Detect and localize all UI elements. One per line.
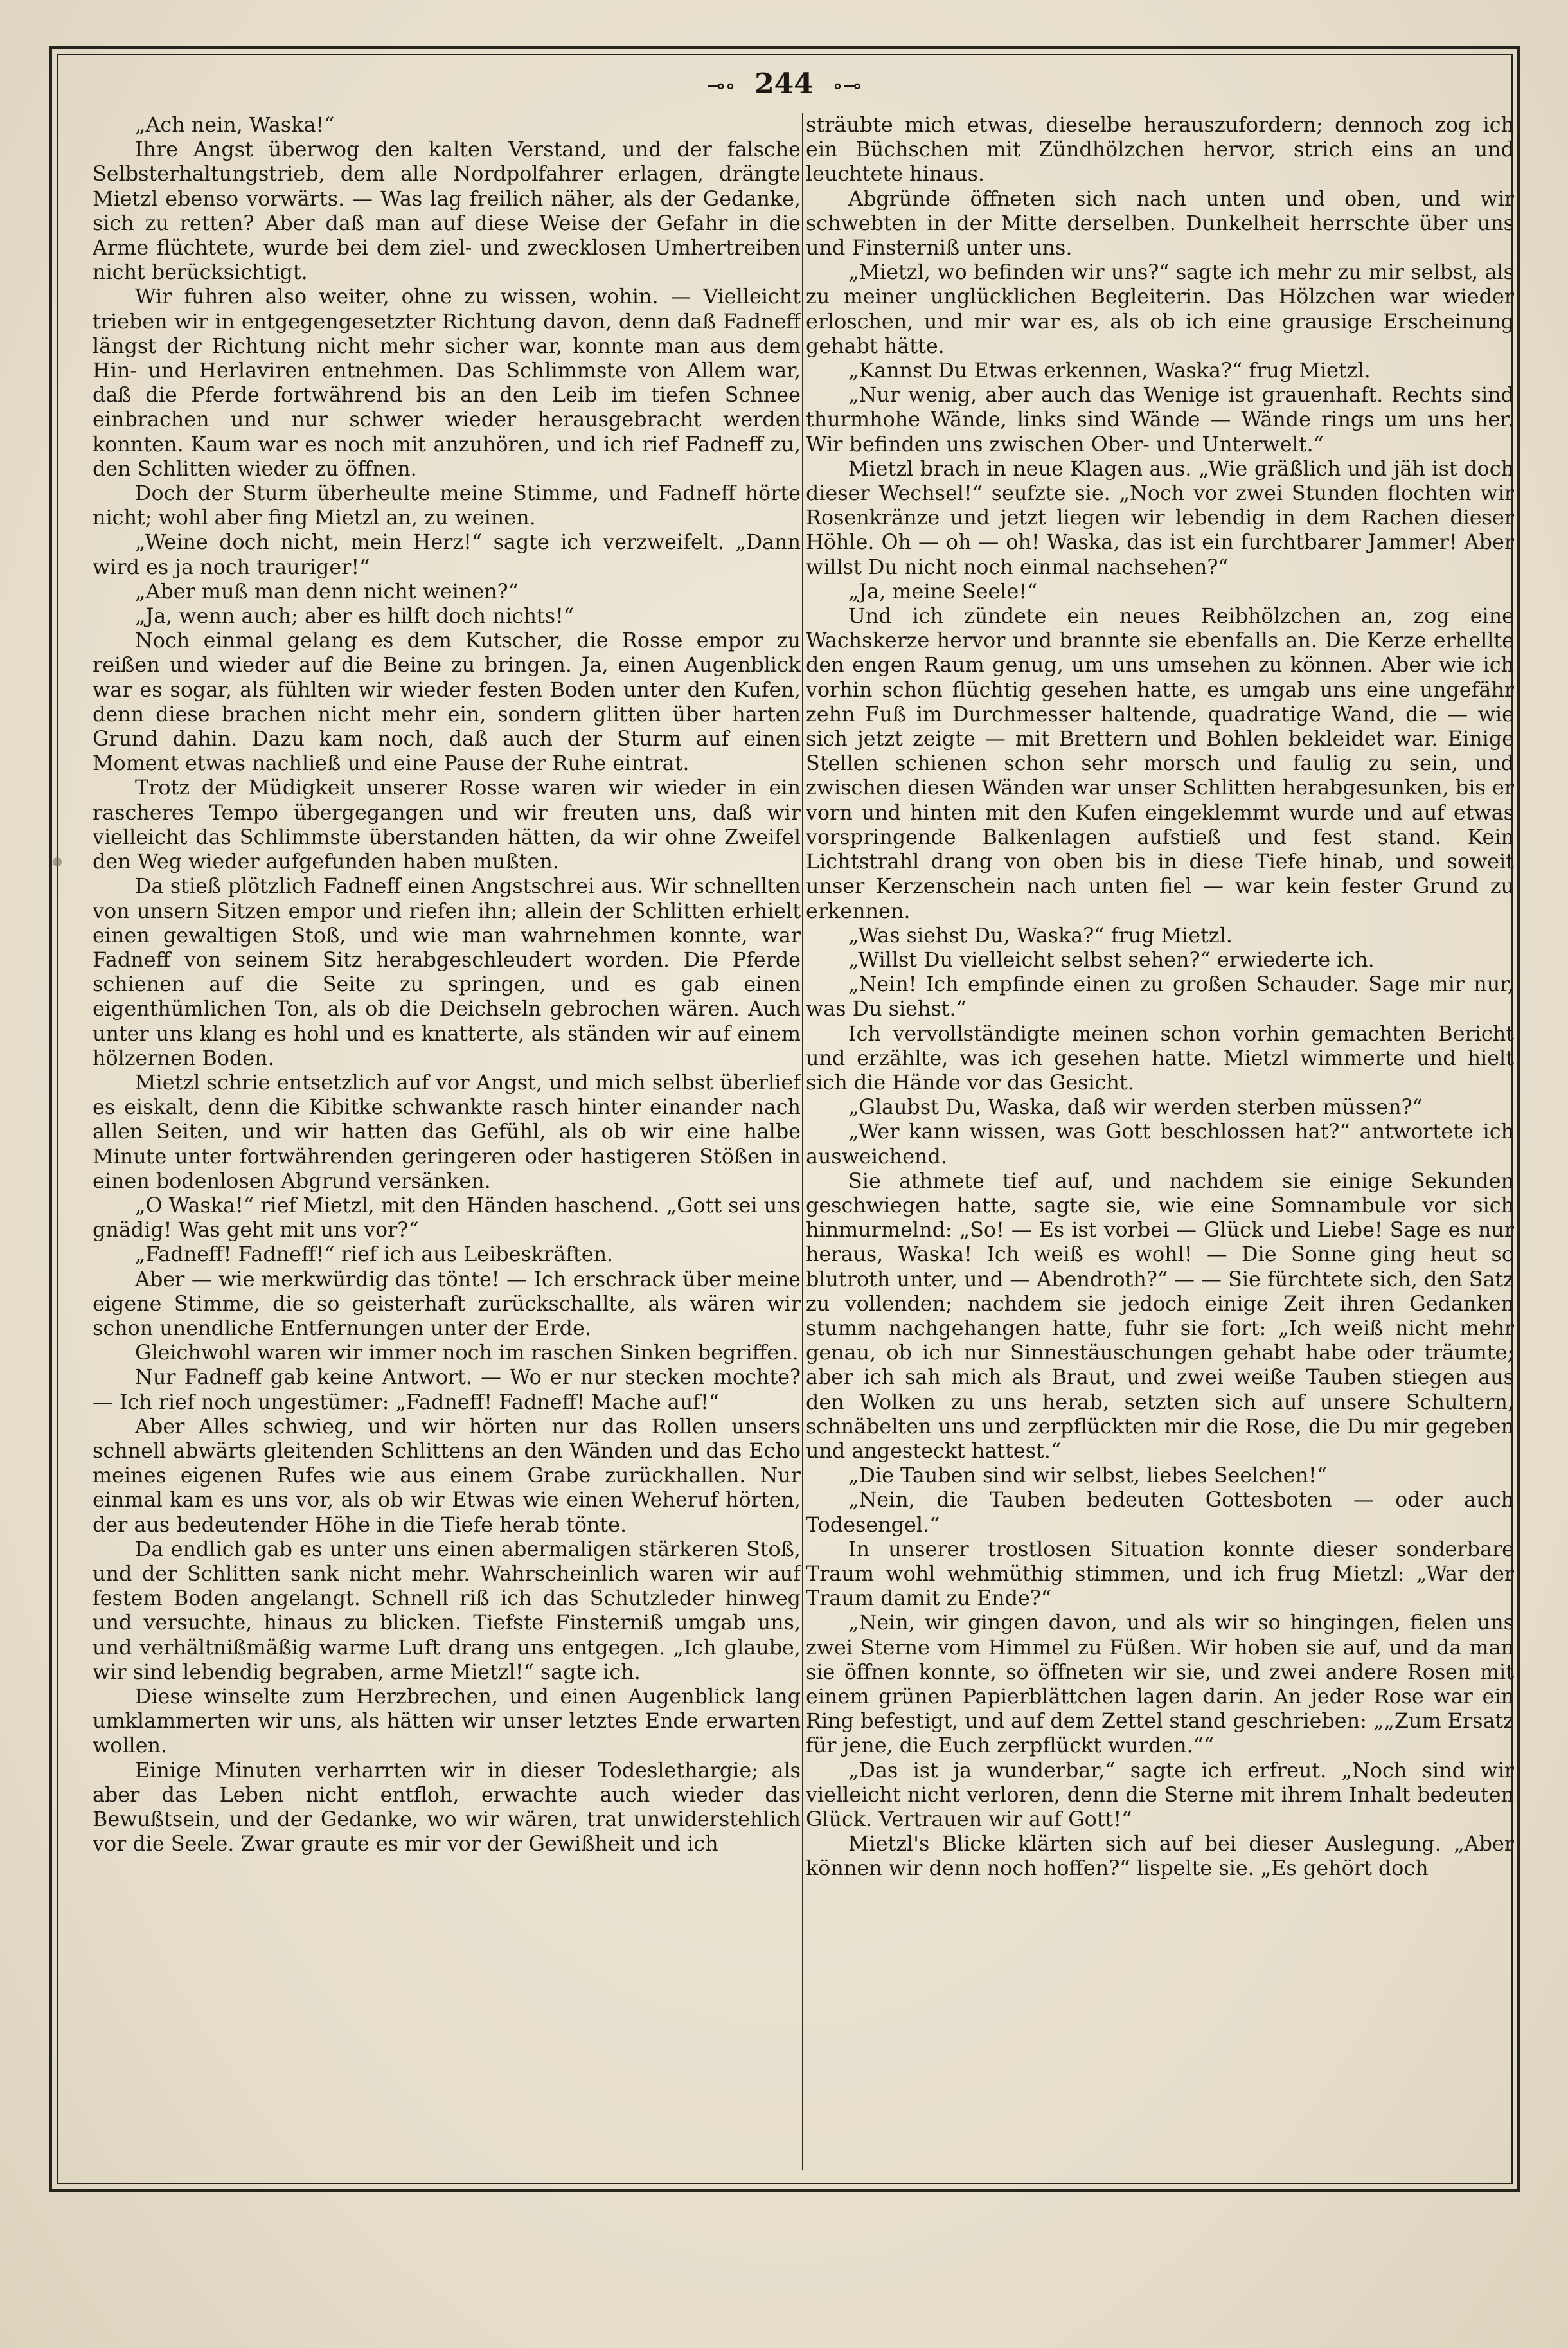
paragraph: „Nein! Ich empfinde einen zu großen Schauder. Sage mir nur, was Du siehst.“ xyxy=(806,972,1514,1021)
paragraph: In unserer trostlosen Situation konnte dieser sonderbare Traum wohl wehmüthig stimmen, und ich frug Mietzl: „War der Traum damit zu Ende?“ xyxy=(806,1537,1514,1611)
paragraph: „Was siehst Du, Waska?“ frug Mietzl. xyxy=(848,923,1233,947)
paragraph: Gleichwohl waren wir immer noch im raschen Sinken begriffen. xyxy=(135,1341,799,1365)
paragraph: Nur Fadneff gab keine Antwort. — Wo er nur stecken mochte? — Ich rief noch ungestümer: „Fadneff! Fadneff! Mache auf!“ xyxy=(93,1365,801,1414)
paragraph: „Das ist ja wunderbar,“ sagte ich erfreut. „Noch sind wir vielleicht nicht verloren, denn die Sterne mit ihrem Inhalt bedeuten Glück. Vertrauen wir auf Gott!“ xyxy=(806,1758,1514,1832)
paragraph: Diese winselte zum Herzbrechen, und einen Augenblick lang umklammerten wir uns, als hätten wir unser letztes Ende erwarten wollen. xyxy=(93,1685,801,1758)
paragraph: Da endlich gab es unter uns einen abermaligen stärkeren Stoß, und der Schlitten sank nicht mehr. Wahrscheinlich waren wir auf festem Boden angelangt. Schnell riß ich das Schutzleder hinweg und versuchte, hinaus zu blicken. Tiefste Finsterniß umgab uns, und verhältnißmäßig warme Luft drang uns entgegen. „Ich glaube, wir sind lebendig begraben, arme Mietzl!“ sagte ich. xyxy=(93,1537,801,1684)
paragraph: Noch einmal gelang es dem Kutscher, die Rosse empor zu reißen und wieder auf die Beine zu bringen. Ja, einen Augenblick war es sogar, als fühlten wir wieder festen Boden unter den Kufen, denn diese brachen nicht mehr ein, sondern glitten über harten Grund dahin. Dazu kam noch, daß auch der Sturm auf einen Moment etwas nachließ und eine Pause der Ruhe eintrat. xyxy=(93,629,801,776)
left-column xyxy=(93,113,801,2170)
paragraph: „Ja, wenn auch; aber es hilft doch nichts!“ xyxy=(135,604,575,629)
paragraph: Sie athmete tief auf, und nachdem sie einige Sekunden geschwiegen hatte, sagte sie, wie eine Somnambule vor sich hinmurmelnd: „So! — Es ist vorbei — Glück und Liebe! Sage es nur heraus, Waska! Ich weiß es wohl! — Die Sonne ging heut so blutroth unter, und — Abendroth?“ — — Sie fürchtete sich, den Satz zu vollenden; nachdem sie jedoch einige Zeit ihren Gedanken stumm nachgehangen hatte, fuhr sie fort: „Ich weiß nicht mehr genau, ob ich nur Sinnestäuschungen gehabt habe oder träumte; aber ich sah mich als Braut, und zwei weiße Tauben stiegen aus den Wolken zu uns herab, setzten sich auf unsere Schultern, schnäbelten uns und zerpflückten mir die Rose, die Du mir gegeben und angesteckt hattest.“ xyxy=(806,1169,1514,1463)
ornament-right-icon: ∘⊸ xyxy=(832,73,862,99)
paragraph: Einige Minuten verharrten wir in dieser Todeslethargie; als aber das Leben nicht entfloh, erwachte auch wieder das Bewußtsein, und der Gedanke, wo wir wären, trat unwiderstehlich vor die Seele. Zwar graute es mir vor der Gewißheit und ich xyxy=(93,1758,801,1856)
paragraph: „Ach nein, Waska!“ xyxy=(135,113,335,137)
paragraph: Aber — wie merkwürdig das tönte! — Ich erschrack über meine eigene Stimme, die so geisterhaft zurückschallte, als wären wir schon unendliche Entfernungen unter der Erde. xyxy=(93,1267,801,1340)
paragraph: „Fadneff! Fadneff!“ rief ich aus Leibeskräften. xyxy=(135,1242,614,1267)
paragraph: Aber Alles schwieg, und wir hörten nur das Rollen unsers schnell abwärts gleitenden Schlittens an den Wänden und das Echo meines eigenen Rufes wie aus einem Grabe zurückhallen. Nur einmal kam es uns vor, als ob wir Etwas wie einen Weheruf hörten, der aus bedeutender Höhe in die Tiefe herab tönte. xyxy=(93,1414,801,1537)
paragraph: „Ja, meine Seele!“ xyxy=(848,579,1038,604)
paragraph: „Glaubst Du, Waska, daß wir werden sterben müssen?“ xyxy=(848,1095,1423,1120)
paragraph: „Kannst Du Etwas erkennen, Waska?“ frug Mietzl. xyxy=(848,359,1371,383)
paragraph: Mietzl's Blicke klärten sich auf bei dieser Auslegung. „Aber können wir denn noch hoffen?“ lispelte sie. „Es gehört doch xyxy=(806,1832,1514,1881)
paragraph: Und ich zündete ein neues Reibhölzchen an, zog eine Wachskerze hervor und brannte sie ebenfalls an. Die Kerze erhellte den engen Raum genug, um uns umsehen zu können. Aber wie ich vorhin schon flüchtig gesehen hatte, es umgab uns eine ungefähr zehn Fuß im Durchmesser haltende, quadratige Wand, die — wie sich jetzt zeigte — mit Brettern und Bohlen bekleidet war. Einige Stellen schienen schon sehr morsch und faulig zu sein, und zwischen diesen Wänden war unser Schlitten herabgesunken, bis er vorn und hinten mit den Kufen eingeklemmt wurde und auf etwas vorspringende Balkenlagen aufstieß und fest stand. Kein Lichtstrahl drang von oben bis in diese Tiefe hinab, und soweit unser Kerzenschein nach unten fiel — war kein fester Grund zu erkennen. xyxy=(806,604,1514,923)
right-column xyxy=(806,113,1514,2170)
page-number: 244 xyxy=(754,67,814,100)
paragraph: „Nein, die Tauben bedeuten Gottesboten — oder auch Todesengel.“ xyxy=(806,1488,1514,1537)
paragraph: Trotz der Müdigkeit unserer Rosse waren wir wieder in ein rascheres Tempo übergegangen und wir freuten uns, daß wir vielleicht das Schlimmste überstanden hätten, da wir ohne Zweifel den Weg wieder aufgefunden haben mußten. xyxy=(93,776,801,874)
paragraph: „Mietzl, wo befinden wir uns?“ sagte ich mehr zu mir selbst, als zu meiner unglücklichen Begleiterin. Das Hölzchen war wieder erloschen, und mir war es, als ob ich eine grausige Erscheinung gehabt hätte. xyxy=(806,260,1514,358)
paragraph: „Willst Du vielleicht selbst sehen?“ erwiederte ich. xyxy=(848,947,1375,972)
paragraph: Ihre Angst überwog den kalten Verstand, und der falsche Selbsterhaltungstrieb, dem alle Nordpolfahrer erlagen, drängte Mietzl ebenso vorwärts. — Was lag freilich näher, als der Gedanke, sich zu retten? Aber daß man auf diese Weise der Gefahr in die Arme flüchtete, wurde bei dem ziel- und zwecklosen Umhertreiben nicht berücksichtigt. xyxy=(93,138,801,285)
paragraph: „Weine doch nicht, mein Herz!“ sagte ich verzweifelt. „Dann wird es ja noch trauriger!“ xyxy=(93,530,801,579)
paragraph: „O Waska!“ rief Mietzl, mit den Händen haschend. „Gott sei uns gnädig! Was geht mit uns vor?“ xyxy=(93,1193,801,1242)
paragraph: Mietzl brach in neue Klagen aus. „Wie gräßlich und jäh ist doch dieser Wechsel!“ seufzte sie. „Noch vor zwei Stunden flochten wir Rosenkränze und jetzt liegen wir lebendig in dem Rachen dieser Höhle. Oh — oh — oh! Waska, das ist ein furchtbarer Jammer! Aber willst Du nicht noch einmal nachsehen?“ xyxy=(806,456,1514,579)
column-divider xyxy=(802,113,803,2170)
paragraph: „Aber muß man denn nicht weinen?“ xyxy=(135,579,519,604)
paragraph: „Die Tauben sind wir selbst, liebes Seelchen!“ xyxy=(848,1464,1328,1488)
ornament-left-icon: ⊸∘ xyxy=(706,73,736,99)
page-header xyxy=(0,62,1568,107)
paragraph: Ich vervollständigte meinen schon vorhin gemachten Bericht und erzählte, was ich gesehen hatte. Mietzl wimmerte und hielt sich die Hände vor das Gesicht. xyxy=(806,1021,1514,1095)
paragraph: Wir fuhren also weiter, ohne zu wissen, wohin. — Vielleicht trieben wir in entgegengesetzter Richtung davon, denn daß Fadneff längst der Richtung nicht mehr sicher war, konnte man aus dem Hin- und Herlaviren entnehmen. Das Schlimmste von Allem war, daß die Pferde fortwährend bis an den Leib im tiefen Schnee einbrachen und nur schwer wieder herausgebracht werden konnten. Kaum war es noch mit anzuhören, und ich rief Fadneff zu, den Schlitten wieder zu öffnen. xyxy=(93,285,801,481)
paragraph-continuation: sträubte mich etwas, dieselbe herauszufordern; dennoch zog ich ein Büchschen mit Zündhölzchen hervor, strich eins an und leuchtete hinaus. xyxy=(806,113,1514,186)
paragraph: Abgründe öffneten sich nach unten und oben, und wir schwebten in der Mitte derselben. Dunkelheit herrschte über uns und Finsterniß unter uns. xyxy=(806,186,1514,260)
paragraph: „Nur wenig, aber auch das Wenige ist grauenhaft. Rechts sind thurmhohe Wände, links sind Wände — Wände rings um uns her. Wir befinden uns zwischen Ober- und Unterwelt.“ xyxy=(806,383,1514,456)
ink-blot xyxy=(53,857,62,866)
paragraph: Doch der Sturm überheulte meine Stimme, und Fadneff hörte nicht; wohl aber fing Mietzl an, zu weinen. xyxy=(93,481,801,530)
paragraph: „Wer kann wissen, was Gott beschlossen hat?“ antwortete ich ausweichend. xyxy=(806,1120,1514,1169)
paragraph: „Nein, wir gingen davon, und als wir so hingingen, fielen uns zwei Sterne vom Himmel zu Füßen. Wir hoben sie auf, und da man sie öffnen konnte, so öffneten wir sie, und zwei andere Rosen mit einem grünen Papierblättchen lagen darin. An jeder Rose war ein Ring befestigt, und auf dem Zettel stand geschrieben: „„Zum Ersatz für jene, die Euch zerpflückt wurden.““ xyxy=(806,1611,1514,1758)
paragraph: Da stieß plötzlich Fadneff einen Angstschrei aus. Wir schnellten von unsern Sitzen empor und riefen ihn; allein der Schlitten erhielt einen gewaltigen Stoß, und wie man wahrnehmen konnte, war Fadneff von seinem Sitz herabgeschleudert worden. Die Pferde schienen auf die Seite zu springen, und es gab einen eigenthümlichen Ton, als ob die Deichseln gebrochen wären. Auch unter uns klang es hohl und es knatterte, als ständen wir auf einem hölzernen Boden. xyxy=(93,874,801,1070)
paragraph: Mietzl schrie entsetzlich auf vor Angst, und mich selbst überlief es eiskalt, denn die Kibitke schwankte rasch hinter einander nach allen Seiten, und wir hatten das Gefühl, als ob wir eine halbe Minute unter fortwährenden geringeren oder hastigeren Stößen in einen bodenlosen Abgrund versänken. xyxy=(93,1070,801,1193)
